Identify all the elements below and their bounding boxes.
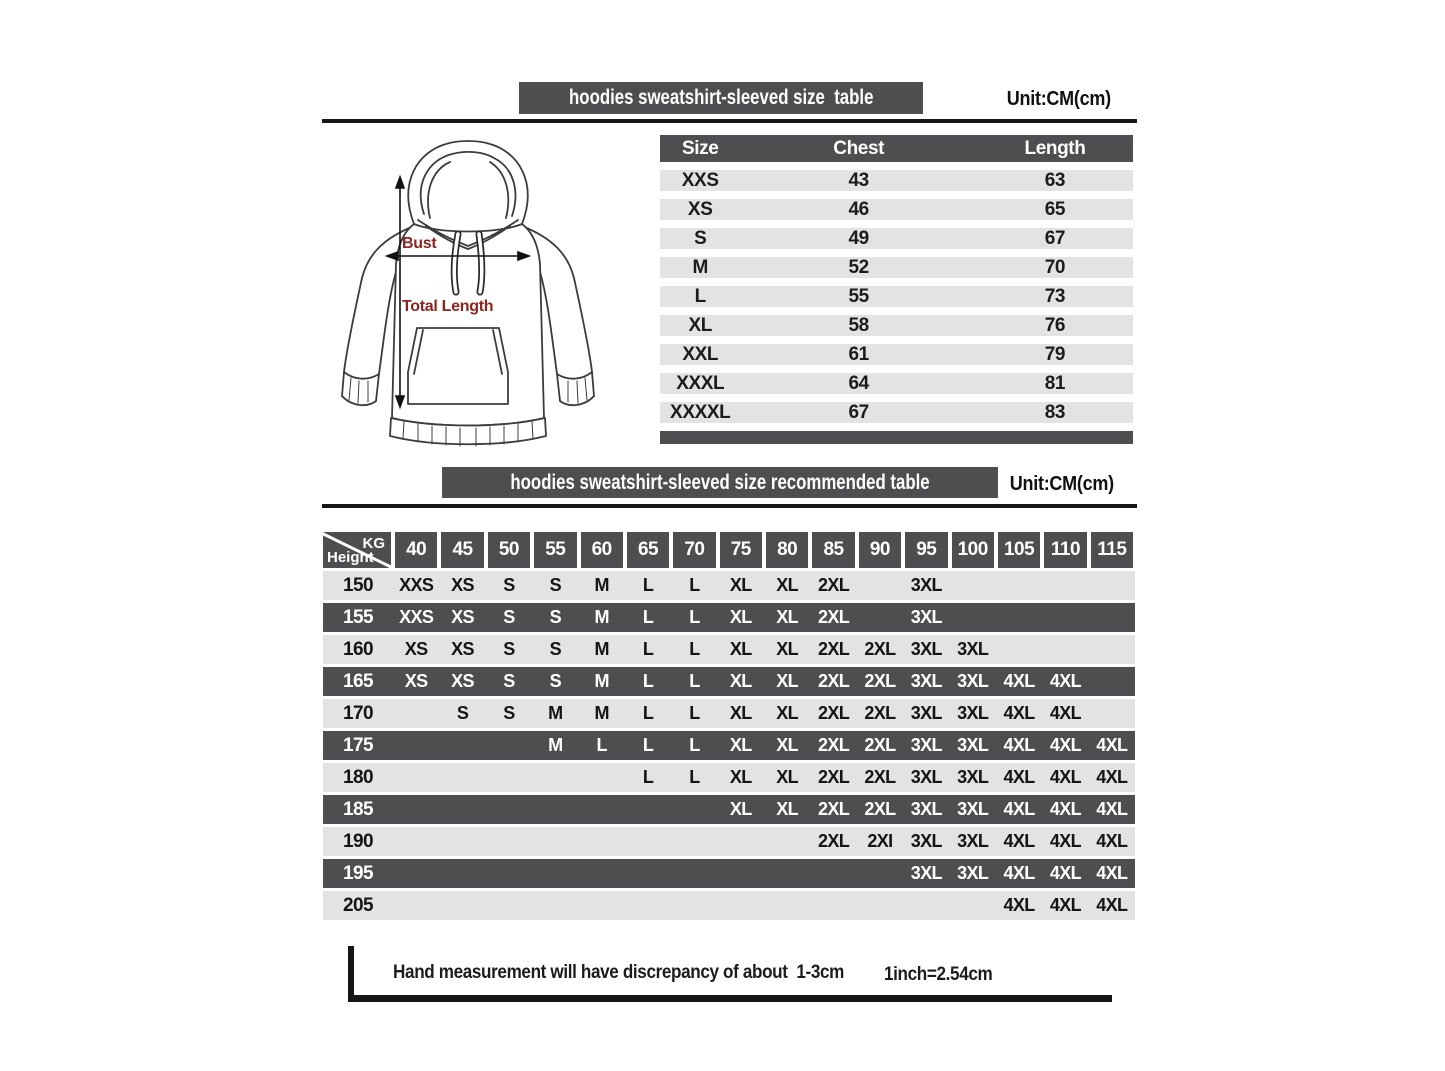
matrix-cell: XL xyxy=(729,575,752,595)
matrix-cell: L xyxy=(642,703,654,723)
size-table-cell: 67 xyxy=(1044,228,1066,249)
matrix-cell: 4XL xyxy=(1049,767,1082,787)
matrix-cell: 3XL xyxy=(910,575,942,595)
matrix-cell: XS xyxy=(451,671,474,691)
size-table-bottom-bar xyxy=(660,431,1133,444)
size-table-row xyxy=(660,170,1133,191)
matrix-cell: L xyxy=(689,735,700,755)
weight-column-header: 75 xyxy=(720,532,762,568)
matrix-cell: 3XL xyxy=(910,799,942,819)
matrix-cell: S xyxy=(456,703,469,723)
size-table-cell: 49 xyxy=(848,228,869,249)
matrix-cell: 2XL xyxy=(864,735,896,755)
section2-title: hoodies sweatshirt-sleeved size recommended table xyxy=(510,470,930,494)
height-row-label: 205 xyxy=(343,894,373,916)
matrix-cell: 3XL xyxy=(910,863,942,883)
size-table-cell: XXXXL xyxy=(670,402,731,423)
matrix-cell: L xyxy=(642,639,654,659)
matrix-cell: L xyxy=(689,671,700,691)
matrix-cell: 4XL xyxy=(1049,895,1082,915)
hoodie-diagram xyxy=(318,130,618,460)
matrix-cell: 2XL xyxy=(864,703,896,723)
matrix-cell: 2XL xyxy=(864,671,896,691)
matrix-cell: 2XL xyxy=(817,639,850,659)
matrix-row xyxy=(323,763,1135,792)
matrix-cell: 4XL xyxy=(1003,799,1035,819)
weight-column-header: 80 xyxy=(766,532,808,568)
matrix-cell: 2XL xyxy=(817,671,850,691)
matrix-row xyxy=(323,731,1135,760)
matrix-cell: 2XL xyxy=(864,639,896,659)
size-table-cell: 64 xyxy=(848,373,869,394)
matrix-row xyxy=(323,891,1135,920)
matrix-cell: XL xyxy=(729,735,752,755)
weight-column-header: 60 xyxy=(581,532,623,568)
matrix-cell: XL xyxy=(776,607,799,627)
footer-left-bar xyxy=(348,946,354,999)
size-table-row xyxy=(660,402,1133,423)
matrix-cell: S xyxy=(549,607,562,627)
matrix-cell: L xyxy=(689,607,700,627)
size-table-row xyxy=(660,199,1133,220)
matrix-cell: M xyxy=(594,671,609,691)
matrix-row xyxy=(323,699,1135,728)
weight-column-header: 90 xyxy=(859,532,901,568)
matrix-cell: XS xyxy=(404,639,428,659)
size-table-cell: 52 xyxy=(848,257,869,278)
matrix-cell: S xyxy=(503,607,515,627)
matrix-cell: S xyxy=(549,575,562,595)
matrix-cell: 4XL xyxy=(1049,831,1082,851)
matrix-cell: M xyxy=(594,607,609,627)
matrix-cell: M xyxy=(548,703,563,723)
matrix-row xyxy=(323,859,1135,888)
matrix-cell: M xyxy=(548,735,563,755)
matrix-cell: 2XL xyxy=(817,831,850,851)
matrix-row xyxy=(323,635,1135,664)
size-table-row xyxy=(660,315,1133,336)
matrix-cell: 3XL xyxy=(910,671,942,691)
height-row-label: 170 xyxy=(343,702,373,724)
height-row-label: 185 xyxy=(343,798,373,820)
matrix-cell: XL xyxy=(729,671,752,691)
matrix-cell: XL xyxy=(729,703,752,723)
size-table-cell: 67 xyxy=(848,402,869,423)
matrix-cell: L xyxy=(642,767,654,787)
size-table-header-cell: Length xyxy=(1024,137,1086,159)
matrix-cell: S xyxy=(549,671,562,691)
matrix-cell: L xyxy=(642,575,654,595)
matrix-cell: 4XL xyxy=(1049,799,1082,819)
weight-column-header: 85 xyxy=(812,532,854,568)
size-table-cell: 81 xyxy=(1044,373,1066,394)
section1-title: hoodies sweatshirt-sleeved size table xyxy=(568,86,874,109)
size-table-row xyxy=(660,228,1133,249)
corner-height-label: Height xyxy=(327,549,374,566)
matrix-cell: XL xyxy=(776,703,799,723)
weight-column-header: 50 xyxy=(488,532,530,568)
matrix-cell: XS xyxy=(404,671,428,691)
matrix-cell: 4XL xyxy=(1096,735,1128,755)
matrix-cell: XS xyxy=(451,639,474,659)
matrix-cell: 4XL xyxy=(1003,895,1035,915)
matrix-row xyxy=(323,795,1135,824)
size-table-cell: XS xyxy=(687,199,713,220)
matrix-cell: 2XL xyxy=(864,767,896,787)
size-table-cell: 65 xyxy=(1044,199,1066,220)
matrix-cell: XL xyxy=(776,671,799,691)
matrix-cell: 4XL xyxy=(1049,735,1082,755)
matrix-cell: 3XL xyxy=(957,799,989,819)
matrix-cell: 2XI xyxy=(867,831,893,851)
matrix-cell: XL xyxy=(776,735,799,755)
matrix-cell: 4XL xyxy=(1003,671,1035,691)
matrix-cell: L xyxy=(596,735,607,755)
matrix-row xyxy=(323,667,1135,696)
matrix-cell: 4XL xyxy=(1096,831,1128,851)
size-table-cell: 63 xyxy=(1044,170,1066,191)
matrix-cell: 3XL xyxy=(957,767,989,787)
matrix-cell: 4XL xyxy=(1096,863,1128,883)
weight-column-header: 45 xyxy=(441,532,483,568)
matrix-cell: 4XL xyxy=(1003,767,1035,787)
matrix-cell: 3XL xyxy=(957,703,989,723)
matrix-corner-cell xyxy=(323,532,391,568)
matrix-cell: 4XL xyxy=(1049,703,1082,723)
height-row-label: 150 xyxy=(343,574,373,596)
size-table-cell: L xyxy=(694,286,706,307)
size-table-cell: S xyxy=(694,228,707,249)
matrix-cell: 2XL xyxy=(817,767,850,787)
size-table-cell: 43 xyxy=(848,170,869,191)
weight-column-header: 95 xyxy=(905,532,947,568)
weight-column-header: 55 xyxy=(534,532,576,568)
height-row-label: 195 xyxy=(343,862,373,884)
matrix-header-row xyxy=(323,532,1135,568)
weight-column-header: 105 xyxy=(998,532,1040,568)
matrix-cell: XL xyxy=(729,607,752,627)
section2-rule xyxy=(322,504,1137,508)
matrix-cell: XL xyxy=(729,639,752,659)
matrix-cell: 2XL xyxy=(864,799,896,819)
size-table-cell: 46 xyxy=(848,199,869,220)
matrix-cell: 4XL xyxy=(1096,895,1128,915)
matrix-cell: 2XL xyxy=(817,799,850,819)
matrix-cell: 3XL xyxy=(957,671,989,691)
matrix-cell: 3XL xyxy=(957,735,989,755)
matrix-cell: XXS xyxy=(399,607,434,627)
matrix-cell: XL xyxy=(729,767,752,787)
matrix-cell: 2XL xyxy=(817,735,850,755)
section1-unit-label: Unit:CM(cm) xyxy=(1006,88,1111,110)
size-table-cell: 79 xyxy=(1044,344,1066,365)
weight-column-header: 70 xyxy=(673,532,715,568)
matrix-cell: 2XL xyxy=(817,607,850,627)
matrix-cell: XS xyxy=(451,607,474,627)
weight-column-header: 65 xyxy=(627,532,669,568)
height-row-label: 180 xyxy=(343,766,373,788)
size-table-cell: M xyxy=(692,257,708,278)
matrix-row xyxy=(323,827,1135,856)
matrix-cell: S xyxy=(549,639,562,659)
hoodie-drawing xyxy=(318,130,618,460)
matrix-row xyxy=(323,603,1135,632)
matrix-cell: L xyxy=(642,607,654,627)
matrix-cell: XL xyxy=(776,575,799,595)
matrix-cell: S xyxy=(503,703,515,723)
matrix-cell: 3XL xyxy=(910,735,942,755)
matrix-cell: 3XL xyxy=(957,831,989,851)
size-table-cell: 70 xyxy=(1044,257,1066,278)
size-table-row xyxy=(660,257,1133,278)
size-table-cell: 61 xyxy=(848,344,869,365)
height-row-label: 160 xyxy=(343,638,373,660)
size-table-cell: 76 xyxy=(1044,315,1066,336)
matrix-cell: XL xyxy=(776,767,799,787)
matrix-cell: XL xyxy=(776,799,799,819)
size-table-cell: 73 xyxy=(1044,286,1066,307)
inch-conversion-note: 1inch=2.54cm xyxy=(884,964,993,985)
matrix-cell: 3XL xyxy=(910,607,942,627)
matrix-cell: 2XL xyxy=(817,703,850,723)
size-table-cell: 58 xyxy=(848,315,869,336)
matrix-cell: L xyxy=(689,639,700,659)
matrix-cell: 4XL xyxy=(1003,703,1035,723)
matrix-rows xyxy=(323,571,1135,920)
matrix-cell: S xyxy=(503,671,515,691)
matrix-cell: 3XL xyxy=(910,639,942,659)
matrix-cell: 4XL xyxy=(1003,831,1035,851)
bust-label: Bust xyxy=(402,235,437,252)
matrix-cell: L xyxy=(689,767,700,787)
size-table-header xyxy=(660,135,1133,162)
height-row-label: 165 xyxy=(343,670,373,692)
matrix-cell: L xyxy=(642,671,654,691)
weight-column-header: 110 xyxy=(1044,532,1086,568)
matrix-cell: 3XL xyxy=(910,703,942,723)
weight-column-header: 40 xyxy=(395,532,437,568)
size-table-row xyxy=(660,373,1133,394)
matrix-cell: 3XL xyxy=(957,863,989,883)
matrix-cell: 4XL xyxy=(1096,767,1128,787)
matrix-cell: 4XL xyxy=(1003,863,1035,883)
size-table-cell: 55 xyxy=(848,286,869,307)
matrix-cell: 4XL xyxy=(1003,735,1035,755)
matrix-cell: XL xyxy=(729,799,752,819)
section1-rule xyxy=(322,119,1137,123)
matrix-cell: XS xyxy=(451,575,474,595)
recommended-size-matrix xyxy=(323,532,1135,923)
size-table-cell: XXS xyxy=(681,170,719,191)
matrix-cell: L xyxy=(689,575,700,595)
total-length-label: Total Length xyxy=(402,298,494,315)
size-table-header-cell: Chest xyxy=(833,137,885,159)
matrix-cell: L xyxy=(642,735,654,755)
matrix-cell: XXS xyxy=(399,575,434,595)
matrix-cell: XL xyxy=(776,639,799,659)
size-table-cell: XXXL xyxy=(676,373,725,394)
size-table-cell: XL xyxy=(688,315,712,336)
weight-column-header: 115 xyxy=(1091,532,1133,568)
matrix-cell: 2XL xyxy=(817,575,850,595)
matrix-row xyxy=(323,571,1135,600)
matrix-cell: S xyxy=(503,639,515,659)
section2-unit-label: Unit:CM(cm) xyxy=(1009,473,1114,495)
matrix-cell: M xyxy=(594,575,609,595)
matrix-cell: M xyxy=(594,639,609,659)
section1-title-bar xyxy=(519,82,923,114)
footer-bottom-bar xyxy=(348,995,1112,1002)
matrix-cell: 3XL xyxy=(957,639,989,659)
matrix-cell: 4XL xyxy=(1049,863,1082,883)
size-table-header-cell: Size xyxy=(681,137,719,159)
section2-title-bar xyxy=(442,467,998,498)
size-table-cell: 83 xyxy=(1044,402,1066,423)
height-row-label: 190 xyxy=(343,830,373,852)
size-table-rows xyxy=(660,170,1133,423)
matrix-cell: 4XL xyxy=(1049,671,1082,691)
height-row-label: 175 xyxy=(343,734,373,756)
matrix-cell: S xyxy=(503,575,515,595)
size-table-row xyxy=(660,344,1133,365)
size-table xyxy=(660,135,1133,444)
matrix-cell: 3XL xyxy=(910,831,942,851)
corner-kg-label: KG xyxy=(362,535,385,552)
size-table-row xyxy=(660,286,1133,307)
measurement-note: Hand measurement will have discrepancy of about 1-3cm xyxy=(393,962,845,983)
height-row-label: 155 xyxy=(343,606,373,628)
matrix-cell: 4XL xyxy=(1096,799,1128,819)
matrix-cell: M xyxy=(594,703,609,723)
matrix-cell: 3XL xyxy=(910,767,942,787)
size-table-cell: XXL xyxy=(682,344,719,365)
weight-column-header: 100 xyxy=(952,532,994,568)
matrix-cell: L xyxy=(689,703,700,723)
